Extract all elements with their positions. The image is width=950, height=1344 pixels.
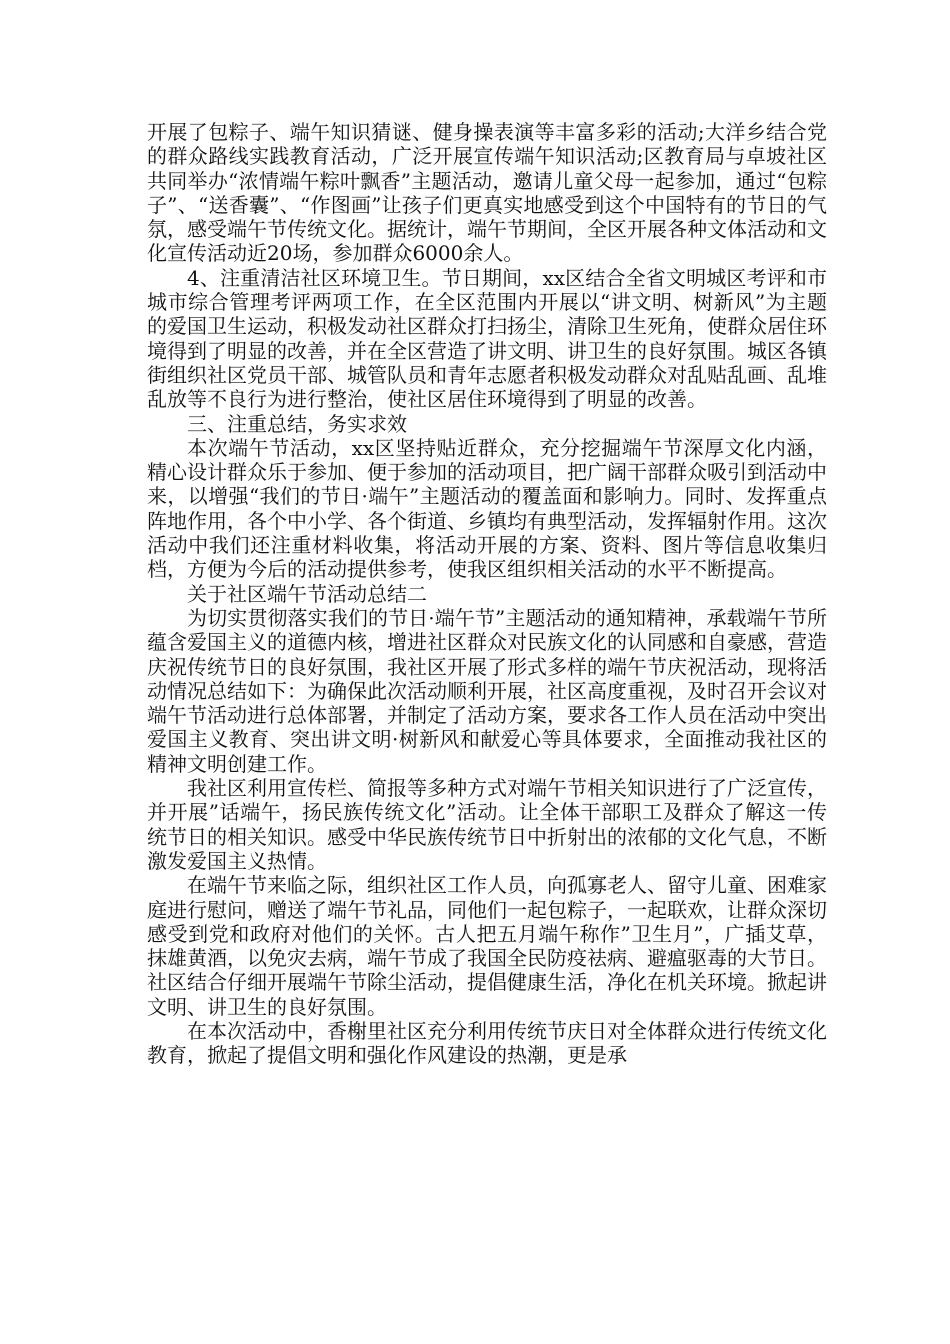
paragraph-notice-spirit: 为切实贯彻落实我们的节日·端午节”主题活动的通知精神，承载端午节所蕴含爱国主义的道德内核，增进社区群众对民族文化的认同感和自豪感，营造庆祝传统节日的良好氛围，我社区开展了形式多样的端午节庆祝活动，现将活动情况总结如下：为确保此次活动顺利开展，社区高度重视，及时召开会议对端午节活动进行总体部署，并制定了活动方案，要求各工作人员在活动中突出爱国主义教育、突出讲文明·树新风和献爱心等具体要求，全面推动我社区的精神文明创建工作。 (147, 605, 827, 776)
paragraph-environment-hygiene: 4、注重清洁社区环境卫生。节日期间，xx区结合全省文明城区考评和市城市综合管理考评两项工作，在全区范围内开展以“讲文明、树新风”为主题的爱国卫生运动，积极发动社区群众打扫扬尘，清除卫生死角，使群众居住环境得到了明显的改善，并在全区营造了讲文明、讲卫生的良好氛围。城区各镇街组织社区党员干部、城管队员和青年志愿者积极发动群众对乱贴乱画、乱堆乱放等不良行为进行整治，使社区居住环境得到了明显的改善。 (147, 265, 827, 412)
section-heading-summary: 三、注重总结，务实求效 (187, 411, 407, 436)
section-heading-summary-two: 关于社区端午节活动总结二 (187, 581, 427, 606)
paragraph-publicity: 我社区利用宣传栏、简报等多种方式对端午节相关知识进行了广泛宣传，并开展”话端午，扬民族传统文化”活动。让全体干部职工及群众了解这一传统节日的相关知识。感受中华民族传统节日中折射出的浓郁的文化气息，不断激发爱国主义热情。 (147, 776, 827, 873)
paragraph-dragon-boat-activities: 开展了包粽子、端午知识猜谜、健身操表演等丰富多彩的活动;大洋乡结合党的群众路线实践教育活动，广泛开展宣传端午知识活动;区教育局与卓坡社区共同举办“浓情端午粽叶飘香”主题活动，邀请儿童父母一起参加，通过“包粽子”、“送香囊”、“作图画”让孩子们更真实地感受到这个中国特有的节日的气氛，感受端午节传统文化。据统计，端午节期间，全区开展各种文体活动和文化宣传活动近20场，参加群众6000余人。 (147, 120, 827, 266)
paragraph-education: 在本次活动中，香榭里社区充分利用传统节庆日对全体群众进行传统文化教育，掀起了提倡文明和强化作风建设的热潮，更是承 (147, 1018, 827, 1068)
paragraph-visits: 在端午节来临之际，组织社区工作人员，向孤寡老人、留守儿童、困难家庭进行慰问，赠送了端午节礼品，同他们一起包粽子，一起联欢，让群众深切感受到党和政府对他们的关怀。古人把五月端午称作”卫生月”，广插艾草，抹雄黄酒，以免灾去病，端午节成了我国全民防疫祛病、避瘟驱毒的大节日。社区结合仔细开展端午节除尘活动，提倡健康生活，净化在机关环境。掀起讲文明、讲卫生的良好氛围。 (147, 873, 827, 1019)
document-page (147, 120, 827, 1068)
paragraph-summary-body: 本次端午节活动，xx区坚持贴近群众，充分挖掘端午节深厚文化内涵，精心设计群众乐于参加、便于参加的活动项目，把广阔干部群众吸引到活动中来，以增强“我们的节日·端午”主题活动的覆盖面和影响力。同时、发挥重点阵地作用，各个中小学、各个街道、乡镇均有典型活动，发挥辐射作用。这次活动中我们还注重材料收集，将活动开展的方案、资料、图片等信息收集归档，方便为今后的活动提供参考，使我区组织相关活动的水平不断提高。 (147, 435, 827, 582)
